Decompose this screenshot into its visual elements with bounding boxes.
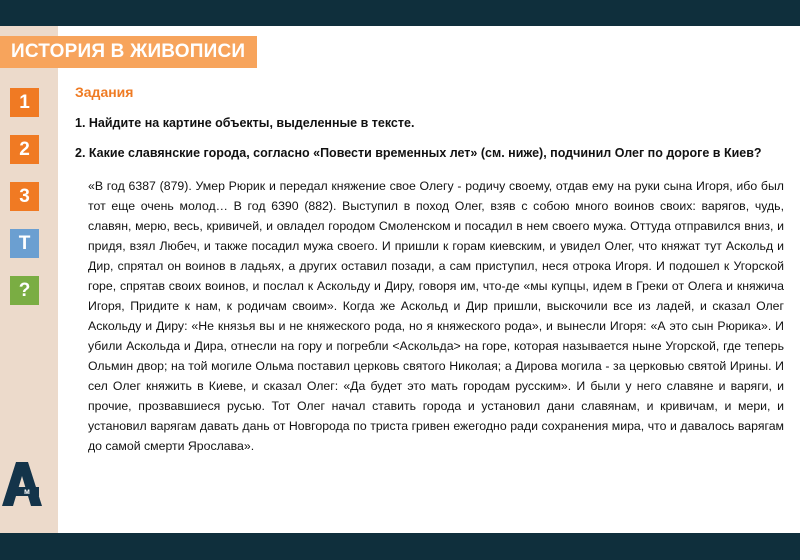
bottom-bar <box>0 533 800 560</box>
chronicle-quote: «В год 6387 (879). Умер Рюрик и передал княжение свое Олегу - родичу своему, отдав ему на руки сына Игоря, ибо был тот еще очень молод… В год 6390 (882). Выступил в поход Олег, взяв с собою много воинов своих: варягов, чудь, славян, мерю, весь, кривичей, и овладел городом Смоленском и посадил в нем своего мужа. Оттуда отправился вниз, и придя, взял Любеч, и также посадил мужа своего. И пришли к горам киевским, и увидел Олег, что княжат тут Аскольд и Дир, спрятал он воинов в ладьях, а других оставил позади, а сам приступил, неся отрока Игоря. И подошел к Угорской горе, спрятав своих воинов, и послал к Аскольду и Диру, говоря им, что-де «мы купцы, идем в Греки от Олега и княжича Игоря, Придите к нам, к родичам своим». Когда же Аскольд и Дир пришли, выскочили все из ладей, и сказал Олег Аскольду и Диру: «Не князья вы и не княжеского рода, но я княжеского рода», и вынесли Игоря: «А это сын Рюрика». И убили Аскольда и Дира, отнесли на гору и погребли <Аскольда> на горе, которая называется ныне Угорской, где теперь Ольмин двор; на той могиле Ольма поставил церковь святого Николая; а Дирова могила - за церковью святой Ирины. И сел Олег княжить в Киеве, и сказал Олег: «Да будет это мать городам русским». И были у него славяне и варяги, и прочие, прозвавшиеся русью. Тот Олег начал ставить города и установил дани славянам, и кривичам, и мери, и установил варягам давать дань от Новгорода по триста гривен ежегодно ради сохранения мира, что и давалось варягам до самой смерти Ярослава». <box>88 179 784 453</box>
task-2-button[interactable]: 2 <box>10 135 39 164</box>
page-title: ИСТОРИЯ В ЖИВОПИСИ <box>0 36 257 68</box>
task-1-button[interactable]: 1 <box>10 88 39 117</box>
task-1-text: 1. Найдите на картине объекты, выделенные в тексте. <box>75 116 415 130</box>
top-bar <box>0 0 800 26</box>
section-title: Задания <box>75 84 134 100</box>
task-3-button[interactable]: 3 <box>10 182 39 211</box>
svg-text:м: м <box>24 487 30 496</box>
text-button[interactable]: T <box>10 229 39 258</box>
task-2-text: 2. Какие славянские города, согласно «Повести временных лет» (см. ниже), подчинил Олег по дороге в Киев? <box>75 146 762 160</box>
help-button[interactable]: ? <box>10 276 39 305</box>
am-logo-icon <box>2 462 46 506</box>
